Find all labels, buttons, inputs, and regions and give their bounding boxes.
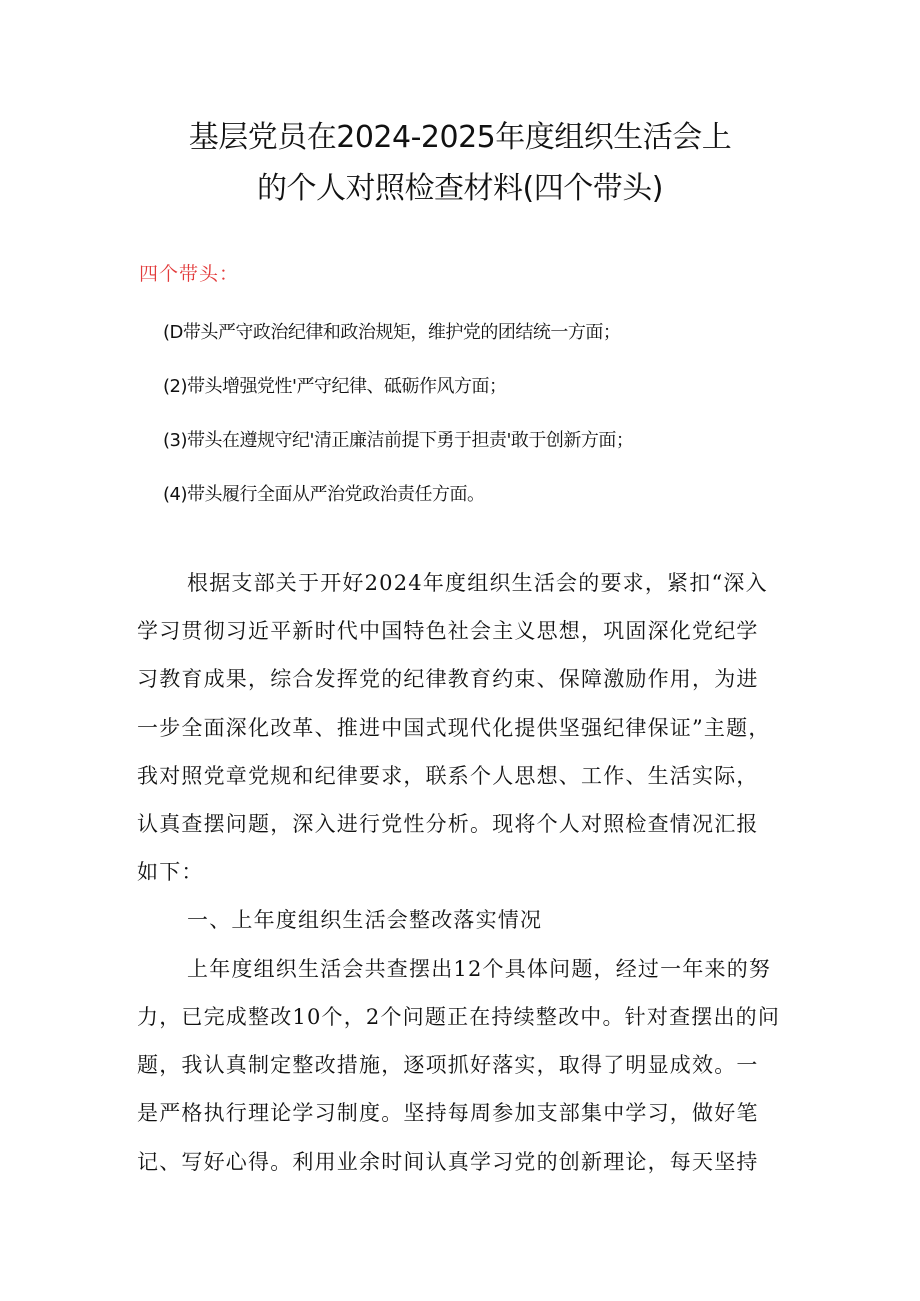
body-line-6: 认真查摆问题，深入进行党性分析。现将个人对照检查情况汇报 <box>137 812 759 836</box>
body-line-1: 根据支部关于开好2024年度组织生活会的要求，紧扣“深入 <box>187 571 768 595</box>
lead-item-2: (2)带头增强党性'严守纪律、砥砺作风方面； <box>163 376 507 397</box>
body-line-3: 习教育成果，综合发挥党的纪律教育约束、保障激励作用，为进 <box>137 667 759 691</box>
body-line-7: 如下： <box>137 860 204 884</box>
body-line-5: 我对照党章党规和纪律要求，联系个人思想、工作、生活实际， <box>137 764 759 788</box>
document-title-line-1: 基层党员在2024-2025年度组织生活会上 <box>188 120 732 155</box>
body-line-8: 上年度组织生活会共查摆出12个具体问题，经过一年来的努 <box>187 957 772 981</box>
lead-item-1: (D带头严守政治纪律和政治规矩，维护党的团结统一方面； <box>163 322 621 343</box>
section-label-four-leads: 四个带头： <box>139 263 240 285</box>
lead-item-3: (3)带头在遵规守纪'清正廉洁前提下勇于担责'敢于创新方面； <box>163 430 634 451</box>
document-title-line-2: 的个人对照检查材料(四个带头) <box>257 171 663 206</box>
body-line-11: 是严格执行理论学习制度。坚持每周参加支部集中学习，做好笔 <box>137 1101 759 1125</box>
body-line-12: 记、写好心得。利用业余时间认真学习党的创新理论，每天坚持 <box>137 1150 759 1174</box>
body-line-9: 力，已完成整改10个，2个问题正在持续整改中。针对查摆出的问 <box>137 1005 781 1029</box>
lead-item-4: (4)带头履行全面从严治党政治责任方面。 <box>163 484 485 505</box>
body-line-10: 题，我认真制定整改措施，逐项抓好落实，取得了明显成效。一 <box>137 1053 759 1077</box>
section-heading-1: 一、上年度组织生活会整改落实情况 <box>187 908 543 932</box>
body-line-2: 学习贯彻习近平新时代中国特色社会主义思想，巩固深化党纪学 <box>137 619 759 643</box>
body-line-4: 一步全面深化改革、推进中国式现代化提供坚强纪律保证”主题， <box>137 716 771 740</box>
